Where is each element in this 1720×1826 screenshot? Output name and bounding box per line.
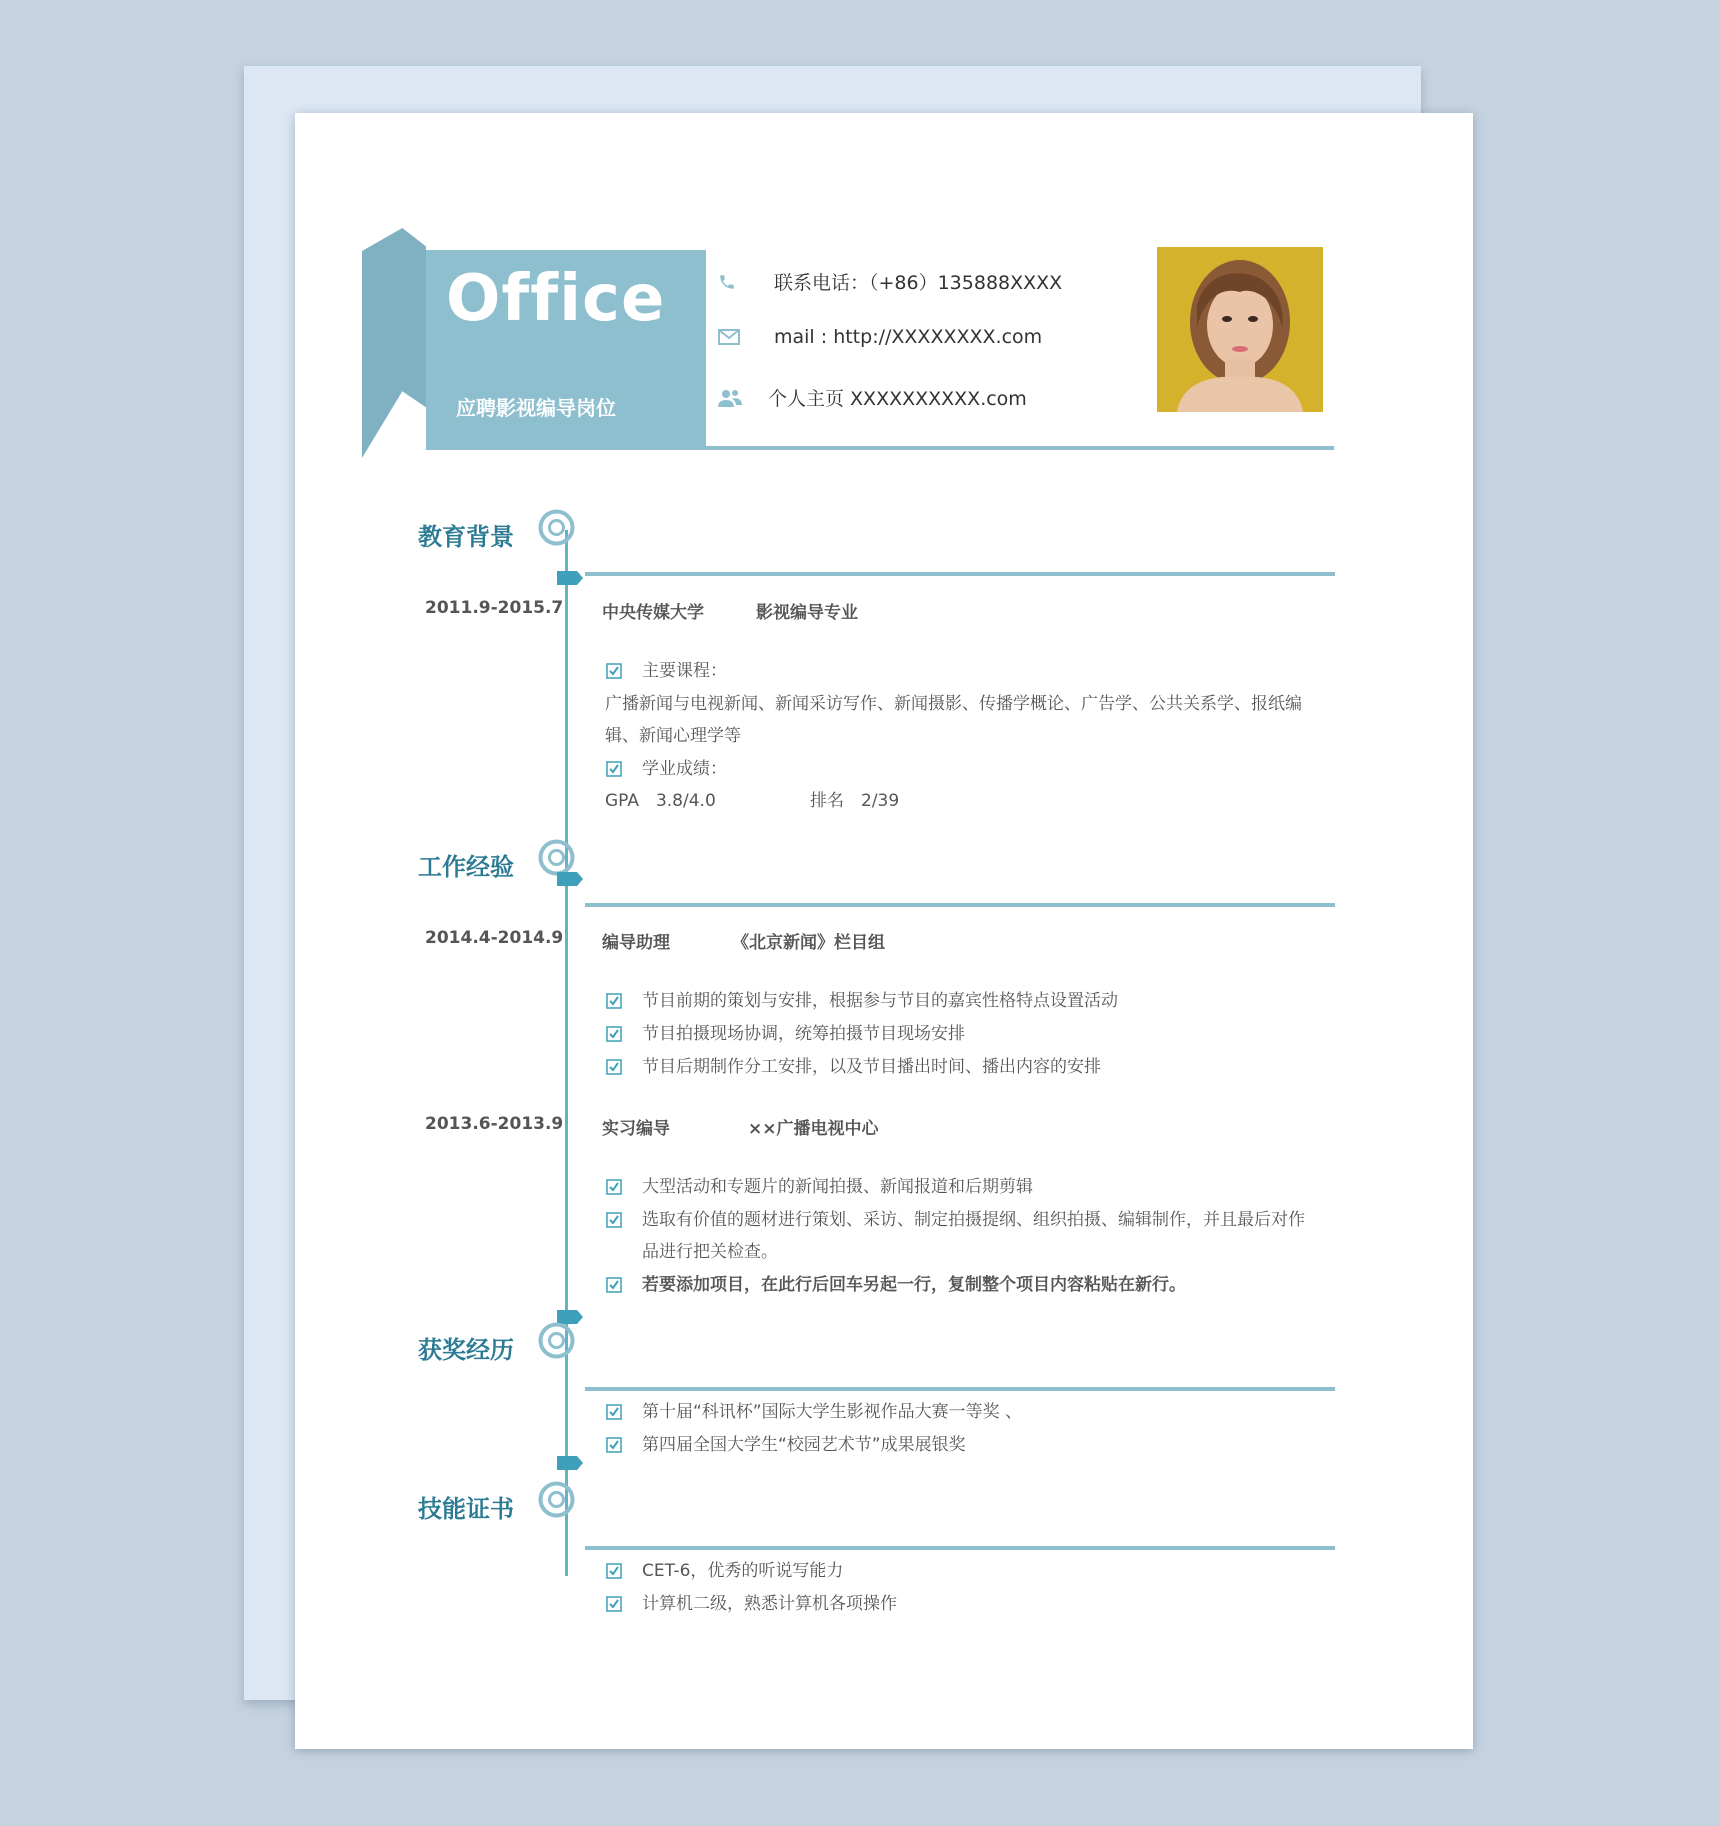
job2-role: 实习编导 (602, 1119, 670, 1139)
flag-marker (557, 571, 583, 585)
checkbox-icon (606, 1026, 622, 1042)
list-item (606, 1018, 965, 1050)
job2-org: ××广播电视中心 (748, 1119, 879, 1139)
item-text: 第四届全国大学生“校园艺术节”成果展银奖 (642, 1435, 966, 1455)
target-icon (538, 1481, 575, 1518)
education-date: 2011.9-2015.7 (425, 598, 564, 618)
school-name: 中央传媒大学 (602, 603, 704, 623)
homepage-text: 个人主页 XXXXXXXXXX.com (768, 388, 1027, 410)
section-title-education: 教育背景 (418, 523, 514, 551)
mail-text: mail : http://XXXXXXXX.com (774, 326, 1043, 348)
target-icon (538, 1322, 575, 1359)
list-item (606, 1269, 1186, 1301)
checkbox-icon (606, 761, 622, 777)
profile-photo (1157, 247, 1323, 412)
courses-label: 主要课程： (642, 661, 727, 681)
major-name: 影视编导专业 (756, 603, 858, 623)
phone-icon (718, 273, 754, 291)
section-divider (585, 1387, 1335, 1391)
item-text: 节目拍摄现场协调，统筹拍摄节目现场安排 (642, 1024, 965, 1044)
section-title-work: 工作经验 (418, 853, 514, 881)
flag-marker (557, 872, 583, 886)
item-text: CET-6，优秀的听说写能力 (642, 1561, 844, 1581)
section-divider (585, 572, 1335, 576)
list-item (606, 1396, 1022, 1428)
section-divider (585, 1546, 1335, 1550)
courses-line-2: 辑、新闻心理学等 (605, 726, 741, 746)
header-divider (706, 446, 1334, 450)
checkbox-icon (606, 1212, 622, 1228)
contact-mail (718, 326, 1042, 348)
job-target: 应聘影视编导岗位 (456, 396, 616, 420)
checkbox-icon (606, 1404, 622, 1420)
list-item (606, 1051, 1101, 1083)
grades-label: 学业成绩： (642, 759, 727, 779)
courses-line-1: 广播新闻与电视新闻、新闻采访写作、新闻摄影、传播学概论、广告学、公共关系学、报纸编 (605, 694, 1302, 714)
list-item (606, 655, 727, 687)
item-text: 节目后期制作分工安排，以及节目播出时间、播出内容的安排 (642, 1057, 1101, 1077)
resume-title: Office (446, 262, 666, 336)
checkbox-icon (606, 1059, 622, 1075)
target-icon (538, 509, 575, 546)
list-item (606, 1555, 843, 1587)
list-item (606, 753, 727, 785)
job2-date: 2013.6-2013.9 (425, 1114, 564, 1134)
checkbox-icon (606, 663, 622, 679)
section-title-skills: 技能证书 (418, 1495, 514, 1523)
rank-value: 排名 2/39 (810, 791, 900, 811)
checkbox-icon (606, 1596, 622, 1612)
timeline-line (565, 530, 568, 1576)
item-text: 第十届“科讯杯”国际大学生影视作品大赛一等奖 、 (642, 1402, 1023, 1422)
checkbox-icon (606, 1179, 622, 1195)
flag-marker (557, 1456, 583, 1470)
people-icon (718, 388, 754, 408)
job1-date: 2014.4-2014.9 (425, 928, 564, 948)
section-title-awards: 获奖经历 (418, 1336, 514, 1364)
contact-homepage (718, 384, 1027, 411)
checkbox-icon (606, 1277, 622, 1293)
checkbox-icon (606, 1437, 622, 1453)
job1-role: 编导助理 (602, 933, 670, 953)
item-text: 大型活动和专题片的新闻拍摄、新闻报道和后期剪辑 (642, 1177, 1033, 1197)
phone-text: 联系电话：（+86）135888XXXX (774, 272, 1063, 294)
section-divider (585, 903, 1335, 907)
list-item (606, 985, 1118, 1017)
checkbox-icon (606, 1563, 622, 1579)
item-text: 选取有价值的题材进行策划、采访、制定拍摄提纲、组织拍摄、编辑制作，并且最后对作 (642, 1210, 1305, 1230)
item-continuation: 品进行把关检查。 (642, 1242, 778, 1262)
item-text: 计算机二级，熟悉计算机各项操作 (642, 1594, 897, 1614)
job1-org: 《北京新闻》栏目组 (732, 933, 885, 953)
item-text: 节目前期的策划与安排，根据参与节目的嘉宾性格特点设置活动 (642, 991, 1118, 1011)
checkbox-icon (606, 993, 622, 1009)
mail-icon (718, 329, 754, 345)
contact-phone (718, 268, 1062, 295)
list-item (606, 1429, 966, 1461)
item-text: 若要添加项目，在此行后回车另起一行，复制整个项目内容粘贴在新行。 (642, 1275, 1186, 1295)
list-item (606, 1588, 897, 1620)
list-item (606, 1171, 1033, 1203)
gpa-value: GPA 3.8/4.0 (605, 791, 716, 811)
target-icon (538, 839, 575, 876)
list-item (606, 1204, 1305, 1236)
